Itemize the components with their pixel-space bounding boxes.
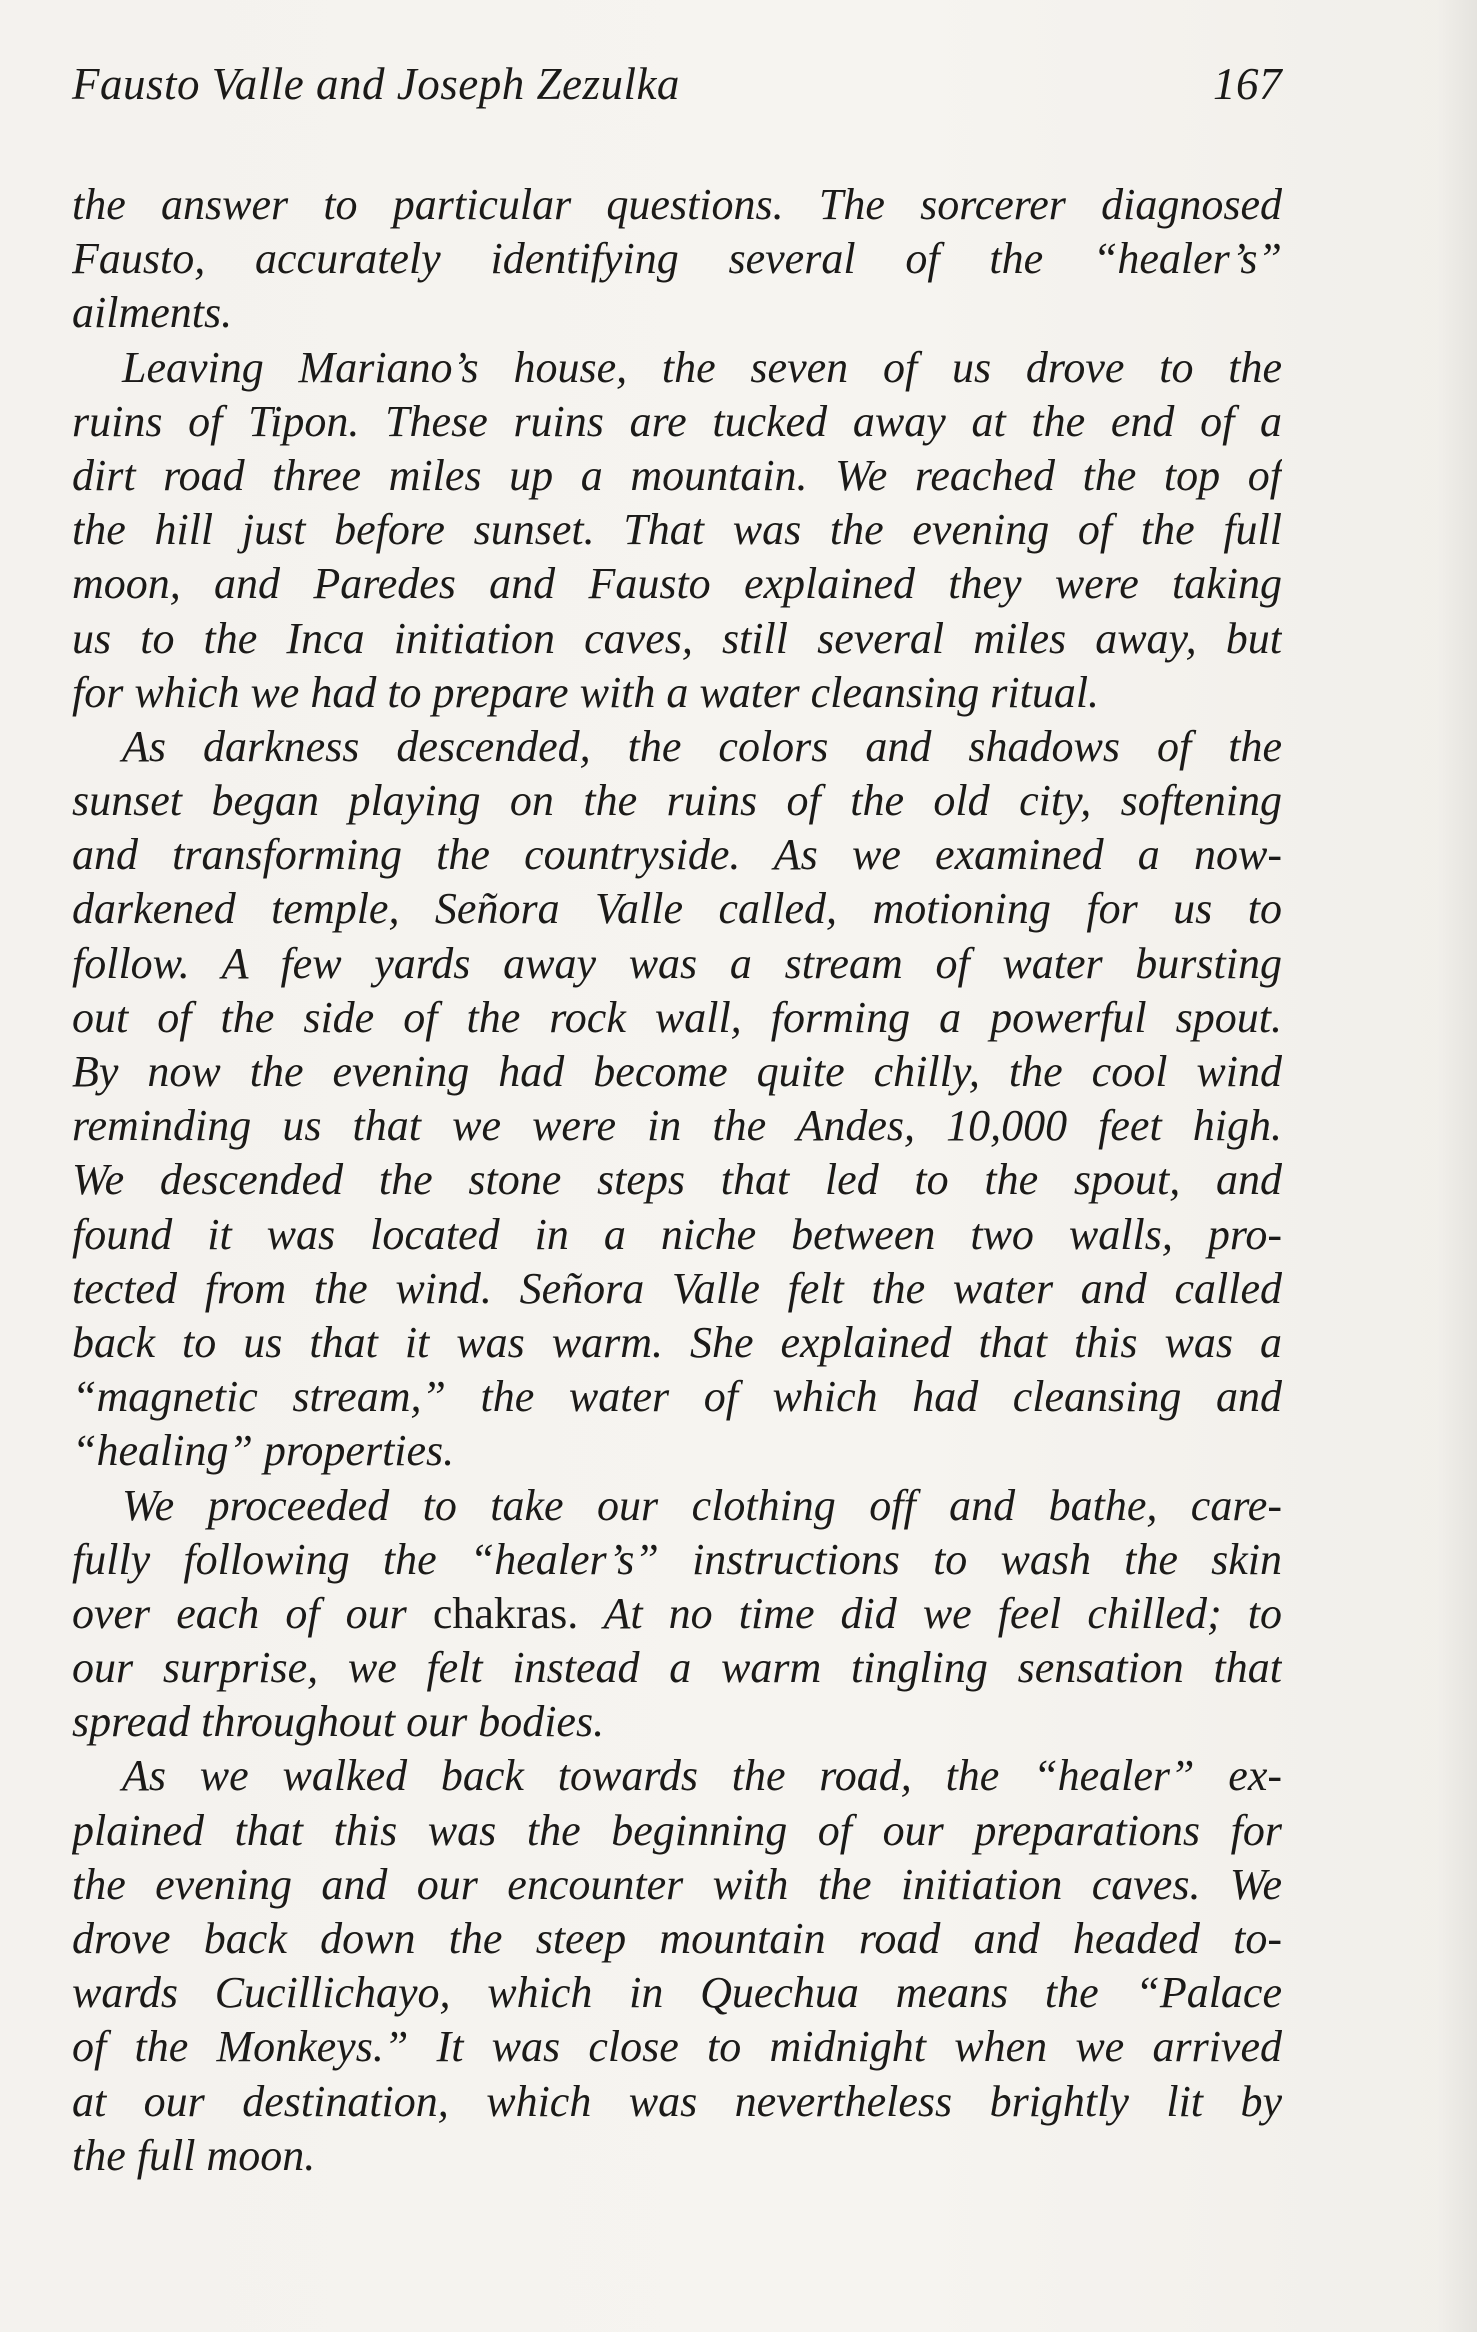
text-line: dirt road three miles up a mountain. We reached the top of [72, 450, 1282, 500]
text-line: moon, and Paredes and Fausto explained they were taking [72, 559, 1282, 609]
chakras-term: chakras. [432, 1588, 579, 1638]
text-line: By now the evening had become quite chilly, the cool wind [72, 1047, 1282, 1096]
text-line: our surprise, we felt instead a warm tingling sensation that [72, 1643, 1282, 1693]
text-line: We proceeded to take our clothing off and bathe, care- [122, 1480, 1282, 1530]
page-edge-shadow [1437, 0, 1477, 2332]
text-line: “healing” properties. [72, 1426, 455, 1476]
text-line: and transforming the countryside. As we examined a now- [72, 830, 1282, 880]
text-run: over each of our [72, 1588, 433, 1638]
text-line: the evening and our encounter with the initiation caves. We [72, 1859, 1282, 1909]
text-line: of the Monkeys.” It was close to midnight when we arrived [72, 2022, 1282, 2072]
text-line: the hill just before sunset. That was the evening of the full [72, 505, 1282, 555]
text-line: darkened temple, Señora Valle called, motioning for us to [72, 884, 1282, 934]
text-line: out of the side of the rock wall, forming a powerful spout. [72, 992, 1282, 1042]
text-line: Leaving Mariano’s house, the seven of us drove to the [122, 342, 1282, 392]
text-line: We descended the stone steps that led to the spout, and [72, 1155, 1282, 1205]
text-line: As darkness descended, the colors and shadows of the [122, 721, 1282, 771]
text-line: the full moon. [72, 2130, 316, 2180]
body-text [72, 178, 1282, 2183]
text-line: “magnetic stream,” the water of which had cleansing and [72, 1372, 1282, 1422]
text-line [72, 1587, 1282, 1641]
text-line: plained that this was the beginning of our preparations for [72, 1805, 1282, 1855]
text-line: sunset began playing on the ruins of the old city, softening [72, 776, 1282, 826]
text-line: spread throughout our bodies. [72, 1697, 605, 1747]
text-line: found it was located in a niche between two walls, pro- [72, 1209, 1282, 1259]
running-head [72, 58, 1282, 118]
page-number: 167 [1213, 59, 1282, 109]
text-line: reminding us that we were in the Andes, 10,000 feet high. [72, 1101, 1282, 1151]
text-line: us to the Inca initiation caves, still several miles away, but [72, 613, 1282, 663]
text-line: follow. A few yards away was a stream of water bursting [72, 938, 1282, 988]
text-line: tected from the wind. Señora Valle felt the water and called [72, 1263, 1282, 1313]
text-run: At no time did we feel chilled; to [578, 1588, 1282, 1638]
running-head-title: Fausto Valle and Joseph Zezulka [72, 59, 680, 109]
text-line: ruins of Tipon. These ruins are tucked away at the end of a [72, 396, 1282, 446]
text-line: wards Cucillichayo, which in Quechua means the “Palace [72, 1968, 1282, 2018]
text-line: for which we had to prepare with a water cleansing ritual. [72, 667, 1100, 717]
text-line: back to us that it was warm. She explained that this was a [72, 1317, 1282, 1367]
text-line: As we walked back towards the road, the “healer” ex- [122, 1751, 1282, 1801]
text-line: ailments. [72, 288, 233, 338]
text-line: Fausto, accurately identifying several of the “healer’s” [72, 234, 1282, 284]
text-line: the answer to particular questions. The sorcerer diagnosed [72, 180, 1282, 229]
text-line: fully following the “healer’s” instructions to wash the skin [72, 1534, 1282, 1584]
text-line: at our destination, which was nevertheless brightly lit by [72, 2076, 1282, 2126]
text-line: drove back down the steep mountain road and headed to- [72, 1914, 1282, 1963]
